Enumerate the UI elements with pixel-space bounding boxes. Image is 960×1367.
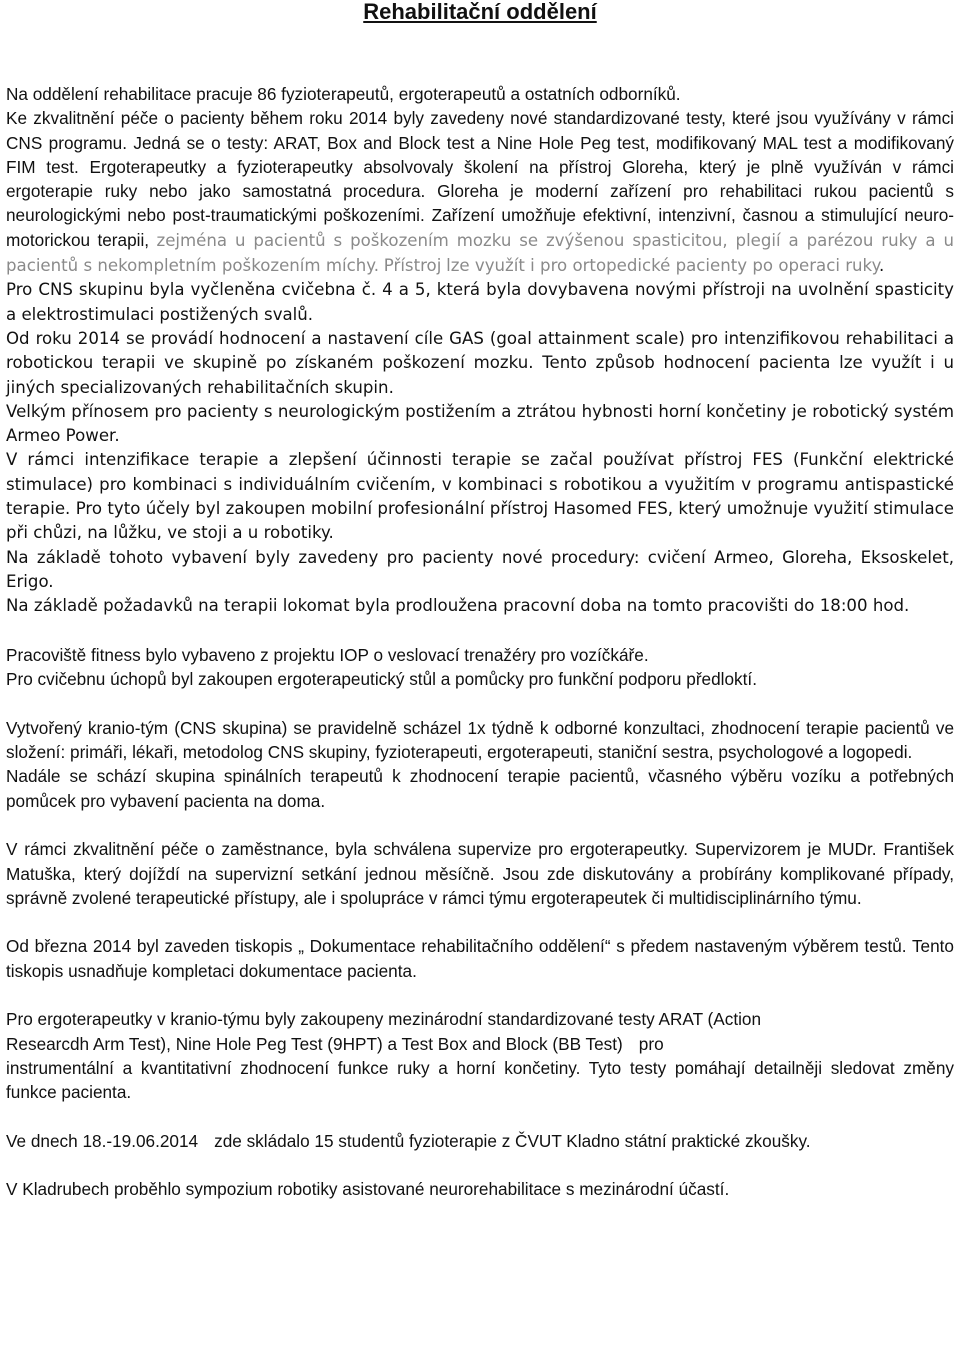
document-body bbox=[6, 82, 954, 1202]
paragraph-supervision: V rámci zkvalitnění péče o zaměstnance, byla schválena supervize pro ergoterapeutky. Supervizorem je MUDr. František Matuška, který dojíždí na supervizní setkání jednou měsíčně. Jsou zde diskutovány a probírány komplikované případy, správně zvolené terapeutické přístupy, ale i spolupráce v rámci týmu ergoterapeutek či multidisciplinárního týmu. bbox=[6, 839, 954, 908]
paragraph-fes: V rámci intenzifikace terapie a zlepšení účinnosti terapie se začal používat přístroj FES (Funkční elektrické stimulace) pro kombinaci s individuálním cvičením, v kombinaci s robotikou a využitím v programu antispastické terapie. Pro tyto účely byl zakoupen mobilní profesionální přístroj Hasomed FES, který umožnuje využití stimulace při chůzi, na lůžku, ve stoji a u robotiky. bbox=[6, 450, 954, 543]
spacer bbox=[6, 619, 954, 643]
paragraph-documentation-form: Od března 2014 byl zaveden tiskopis „ Dokumentace rehabilitačního oddělení“ s předem nastaveným výběrem testů. Tento tiskopis usnadňuje kompletaci dokumentace pacienta. bbox=[6, 936, 954, 981]
paragraph-spinal-group: Nadále se schází skupina spinálních terapeutů k zhodnocení terapie pacientů, včasného výběru vozíku a potřebných pomůcek pro vybavení pacienta na doma. bbox=[6, 766, 954, 811]
paragraph-grip-room: Pro cvičebnu úchopů byl zakoupen ergoterapeutický stůl a pomůcky pro funkční podporu předloktí. bbox=[6, 669, 757, 690]
spacer bbox=[6, 691, 954, 715]
gloreha-ortho-period: . bbox=[879, 256, 885, 276]
paragraph-fitness: Pracoviště fitness bylo vybaveno z projektu IOP o veslovací trenažéry pro vozíčkáře. bbox=[6, 644, 649, 665]
tests-rest: instrumentální a kvantitativní zhodnocení funkce ruky a horní končetiny. Tyto testy pomáhají detailněji sledovat změny funkce pacienta. bbox=[6, 1057, 954, 1103]
tests-line-2: Researcdh Arm Test), Nine Hole Peg Test (9HPT) a Test Box and Block (BB Test) bbox=[6, 1033, 623, 1054]
gloreha-patients-sentence: zejména u pacientů s poškozením mozku se zvýšenou spasticitou, plegií a parézou ruky a u pacientů s nekompletním poškozením míchy. bbox=[6, 230, 954, 276]
paragraph-symposium: V Kladrubech proběhlo sympozium robotiky asistované neurorehabilitace s mezinárodní účastí. bbox=[6, 1179, 730, 1200]
paragraph-armeo: Velkým přínosem pro pacienty s neurologickým postižením a ztrátou hybnosti horní končetiny je robotický systém Armeo Power. bbox=[6, 401, 954, 446]
exam-dates: Ve dnech 18.-19.06.2014 bbox=[6, 1130, 199, 1151]
gloreha-therapy-sentence: Zařízení umožňuje efektivní, intenzivní, časnou a stimulující neuro-motorickou terapii, bbox=[6, 205, 955, 250]
spacer bbox=[6, 983, 954, 1007]
tests-sentence: Ke zkvalitnění péče o pacienty během roku 2014 byly zavedeny nové standardizované testy, které jsou využívány v rámci CNS programu. bbox=[6, 108, 954, 153]
gloreha-description-sentence: Gloreha je moderní zařízení pro rehabilitaci rukou pacientů s neurologickými nebo post-traumatickými poškozeními. bbox=[6, 181, 954, 226]
gloreha-training-sentence: Ergoterapeutky a fyzioterapeutky absolvovaly školení na přístroj Gloreha, který je plně využíván v rámci ergoterapie ruky nebo jako samostatná procedura. bbox=[6, 156, 954, 202]
gloreha-ortho-label: Přístroj bbox=[383, 256, 442, 276]
paragraph-students-exams bbox=[6, 1129, 954, 1153]
exam-text: zde skládalo 15 studentů fyzioterapie z ČVUT Kladno státní praktické zkoušky. bbox=[214, 1130, 811, 1151]
paragraph-gas: Od roku 2014 se provádí hodnocení a nastavení cíle GAS (goal attainment scale) pro intenzifikovou rehabilitaci a robotickou terapii ve skupině po získaném poškození mozku. Tento způsob hodnocení pacienta lze využít i u jiných specializovaných rehabilitačních skupin. bbox=[6, 328, 954, 397]
tests-list-sentence: Jedná se o testy: ARAT, Box and Block test a Nine Hole Peg test, modifikovaný MAL test a modifikovaný FIM test. bbox=[6, 132, 954, 177]
paragraph-staff-and-tests bbox=[6, 82, 954, 278]
tests-line-2-end: pro bbox=[638, 1033, 664, 1054]
page-title: Rehabilitační oddělení bbox=[363, 0, 597, 24]
spacer bbox=[6, 813, 954, 837]
paragraph-standardized-tests bbox=[6, 1007, 954, 1104]
gloreha-ortho-sentence: lze využít i pro ortopedické pacienty po operaci ruky bbox=[446, 256, 880, 276]
spacer bbox=[6, 1153, 954, 1177]
spacer bbox=[6, 910, 954, 934]
paragraph-cns-room: Pro CNS skupinu byla vyčleněna cvičebna č. 4 a 5, která byla dovybavena novými přístroji na uvolnění spasticity a elektrostimulaci postižených svalů. bbox=[6, 280, 954, 324]
paragraph-procedures: Na základě tohoto vybavení byly zavedeny pro pacienty nové procedury: cvičení Armeo, Gloreha, Eksoskelet, Erigo. bbox=[6, 547, 954, 591]
spacer bbox=[6, 1104, 954, 1128]
staff-sentence: Na oddělení rehabilitace pracuje 86 fyzioterapeutů, ergoterapeutů a ostatních odborníků. bbox=[6, 84, 681, 104]
tests-line-1: Pro ergoterapeutky v kranio-týmu byly zakoupeny mezinárodní standardizované testy ARAT (Action bbox=[6, 1009, 762, 1030]
paragraph-lokomat: Na základě požadavků na terapii lokomat byla prodloužena pracovní doba na tomto pracovišti do 18:00 hod. bbox=[6, 596, 910, 616]
paragraph-cranio-team: Vytvořený kranio-tým (CNS skupina) se pravidelně scházel 1x týdně k odborné konzultaci, zhodnocení terapie pacientů ve složení: primáři, lékaři, metodolog CNS skupiny, fyzioterapeuti, ergoterapeuti, staniční sestra, psychologové a logopedi. bbox=[6, 717, 954, 763]
